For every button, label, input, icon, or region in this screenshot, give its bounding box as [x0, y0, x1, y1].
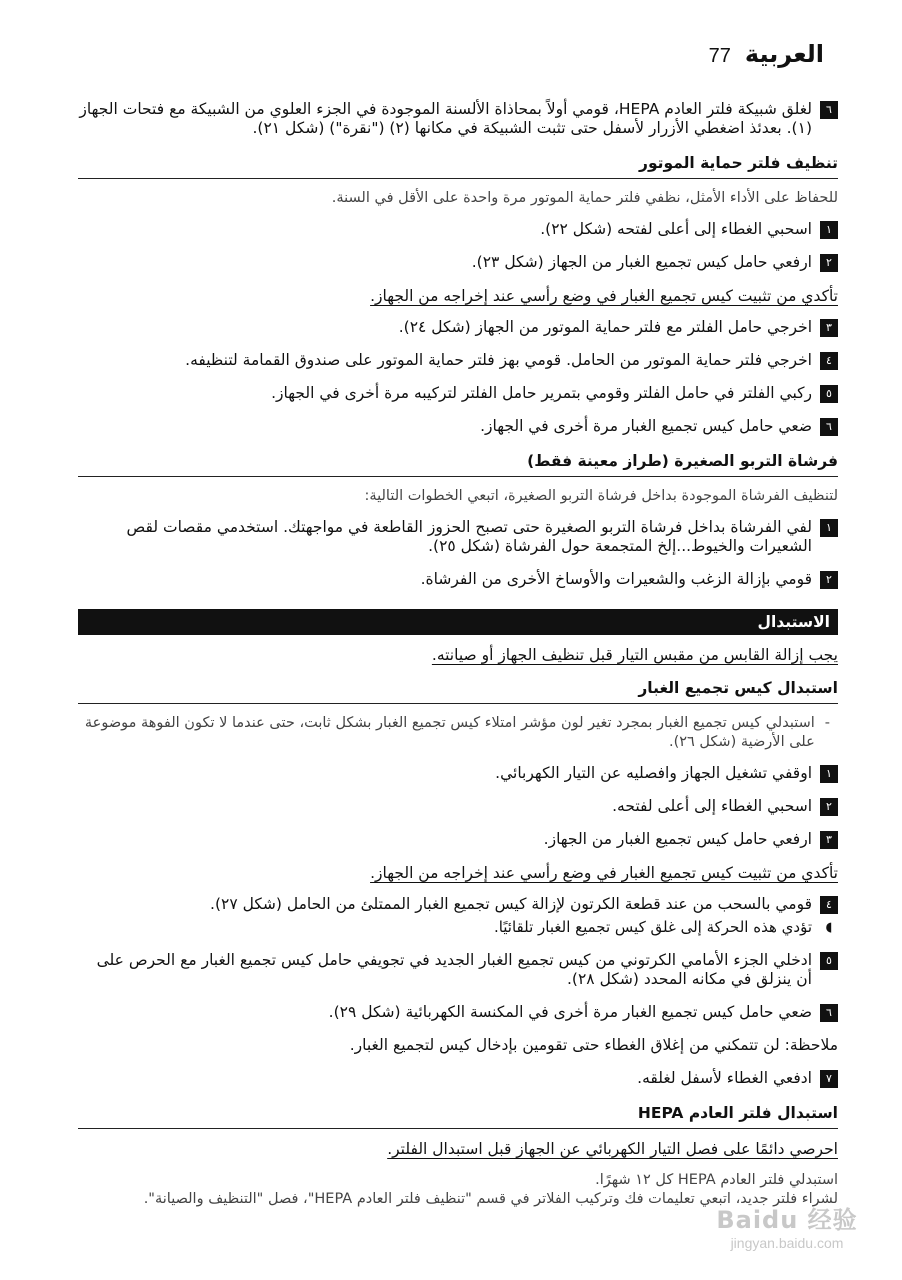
warning-text: تأكدي من تثبيت كيس تجميع الغبار في وضع رأسي عند إخراجه من الجهاز. — [370, 864, 838, 882]
step-text: اخرجي حامل الفلتر مع فلتر حماية الموتور من الجهاز (شكل ٢٤). — [398, 318, 812, 336]
step-number: ٥ — [820, 952, 838, 970]
step-text: ركبي الفلتر في حامل الفلتر وقومي بتمرير حامل الفلتر لتركيبه مرة أخرى في الجهاز. — [271, 384, 812, 402]
language-title: العربية — [744, 40, 824, 68]
section-intro: لتنظيف الفرشاة الموجودة بداخل فرشاة التربو الصغيرة، اتبعي الخطوات التالية: — [364, 488, 838, 504]
page-number: 77 — [708, 45, 731, 67]
step-item — [78, 895, 838, 914]
step-item — [78, 220, 838, 239]
result-bullet-icon: ◖ — [825, 920, 833, 935]
step-number: ٤ — [820, 352, 838, 370]
step-number: ١ — [820, 221, 838, 239]
bag-steps-a — [78, 764, 838, 849]
step-text: ارفعي حامل كيس تجميع الغبار من الجهاز. — [543, 830, 812, 848]
step-text: قومي بالسحب من عند قطعة الكرتون لإزالة كيس تجميع الغبار الممتلئ من الحامل (شكل ٢٧). — [210, 895, 812, 913]
baidu-watermark — [712, 1200, 862, 1260]
bullet-item — [78, 714, 838, 752]
page-header — [709, 40, 824, 68]
warning-text: يجب إزالة القابس من مقبس التيار قبل تنظيف الجهاز أو صيانته. — [431, 646, 838, 664]
step-number: ٣ — [820, 319, 838, 337]
watermark-url: jingyan.baidu.com — [730, 1235, 844, 1251]
step-number: ١ — [820, 519, 838, 537]
bullet-text: استبدلي كيس تجميع الغبار بمجرد تغير لون مؤشر امتلاء كيس تجميع الغبار بشكل ثابت، حتى عندما لا تكون الفوهة موضوعة على الأرضية (شكل ٢٦). — [84, 715, 815, 750]
note-text: ملاحظة: لن تتمكني من إغلاق الغطاء حتى تقومين بإدخال كيس لتجميع الغبار. — [349, 1036, 838, 1054]
warning-text: احرصي دائمًا على فصل التيار الكهربائي عن الجهاز قبل استبدال الفلتر. — [387, 1140, 838, 1158]
step-text: ضعي حامل كيس تجميع الغبار مرة أخرى في الجهاز. — [480, 417, 812, 435]
step-item — [78, 253, 838, 272]
step-number: ٢ — [820, 254, 838, 272]
step-item — [78, 1069, 838, 1088]
chapter-banner-replacement: الاستبدال — [78, 609, 838, 635]
step-text: اسحبي الغطاء إلى أعلى لفتحه. — [612, 797, 812, 815]
step-item — [78, 764, 838, 783]
step-number: ٧ — [820, 1070, 838, 1088]
step-number: ٦ — [820, 418, 838, 436]
step-text: اسحبي الغطاء إلى أعلى لفتحه (شكل ٢٢). — [540, 220, 812, 238]
step-text: ارفعي حامل كيس تجميع الغبار من الجهاز (شكل ٢٣). — [471, 253, 812, 271]
step-number: ٢ — [820, 571, 838, 589]
step-item — [78, 100, 838, 138]
motor-steps-a — [78, 220, 838, 272]
step-item — [78, 318, 838, 337]
section-title-motor-filter: تنظيف فلتر حماية الموتور — [78, 152, 838, 179]
step-number: ١ — [820, 765, 838, 783]
section-title-turbo-brush: فرشاة التربو الصغيرة (طراز معينة فقط) — [78, 450, 838, 477]
step-text: قومي بإزالة الزغب والشعيرات والأوساخ الأخرى من الفرشاة. — [420, 570, 812, 588]
step-text: ادفعي الغطاء لأسفل لغلقه. — [637, 1069, 812, 1087]
step-item — [78, 384, 838, 403]
step-text: اوقفي تشغيل الجهاز وافصليه عن التيار الكهربائي. — [495, 764, 812, 782]
watermark-logo-text: Baidu 经验 — [716, 1206, 858, 1234]
step-item — [78, 351, 838, 370]
warning-text: تأكدي من تثبيت كيس تجميع الغبار في وضع رأسي عند إخراجه من الجهاز. — [370, 287, 838, 305]
step-item — [78, 797, 838, 816]
step-text: ضعي حامل كيس تجميع الغبار مرة أخرى في المكنسة الكهربائية (شكل ٢٩). — [328, 1003, 812, 1021]
step-number: ٣ — [820, 831, 838, 849]
motor-steps-b — [78, 318, 838, 436]
hepa-line-1: استبدلي فلتر العادم HEPA كل ١٢ شهرًا. — [595, 1172, 838, 1188]
manual-content — [78, 100, 838, 1209]
step-text: اخرجي فلتر حماية الموتور من الحامل. قومي بهز فلتر حماية الموتور على صندوق القمامة لتنظيفه. — [185, 351, 812, 369]
section-title-hepa: استبدال فلتر العادم HEPA — [78, 1102, 838, 1129]
step-number: ٥ — [820, 385, 838, 403]
hepa-line-2: لشراء فلتر جديد، اتبعي تعليمات فك وتركيب الفلاتر في قسم "تنظيف فلتر العادم HEPA"، فصل "التنظيف والصيانة". — [143, 1191, 838, 1207]
step-item — [78, 830, 838, 849]
step-item — [78, 951, 838, 989]
step-result — [78, 918, 838, 937]
step-text: ادخلي الجزء الأمامي الكرتوني من كيس تجميع الغبار الجديد في تجويفي حامل كيس تجميع الغبار مع الحرص على أن ينزلق في مكانه المحدد (شكل ٢٨). — [96, 951, 812, 988]
dash-marker: - — [824, 715, 830, 731]
step-number: ٦ — [820, 101, 838, 119]
turbo-steps — [78, 518, 838, 589]
step-item — [78, 570, 838, 589]
step-item — [78, 1003, 838, 1022]
step-item — [78, 417, 838, 436]
step-result-text: تؤدي هذه الحركة إلى غلق كيس تجميع الغبار تلقائيًا. — [493, 918, 812, 936]
step-text: لفي الفرشاة بداخل فرشاة التربو الصغيرة حتى تصبح الحزوز القاطعة في مواجهتك. استخدمي مقصات لقص الشعيرات والخيوط...إلخ المتجمعة حول الفرشاة (شكل ٢٥). — [126, 518, 812, 555]
bag-steps-b — [78, 951, 838, 1022]
step-number: ٦ — [820, 1004, 838, 1022]
step-number: ٤ — [820, 896, 838, 914]
step-item — [78, 518, 838, 556]
section-title-dust-bag: استبدال كيس تجميع الغبار — [78, 677, 838, 704]
step-number: ٢ — [820, 798, 838, 816]
section-intro: للحفاظ على الأداء الأمثل، نظفي فلتر حماية الموتور مرة واحدة على الأقل في السنة. — [331, 190, 838, 206]
step-text: لغلق شبيكة فلتر العادم HEPA، قومي أولاً بمحاذاة الألسنة الموجودة في الجزء العلوي من الشبيكة مع فتحات الجهاز (١). بعدئذ اضغطي الأزرار لأسفل حتى تثبت الشبيكة في مكانها (٢) ("نقرة") (شكل ٢١). — [79, 100, 812, 137]
